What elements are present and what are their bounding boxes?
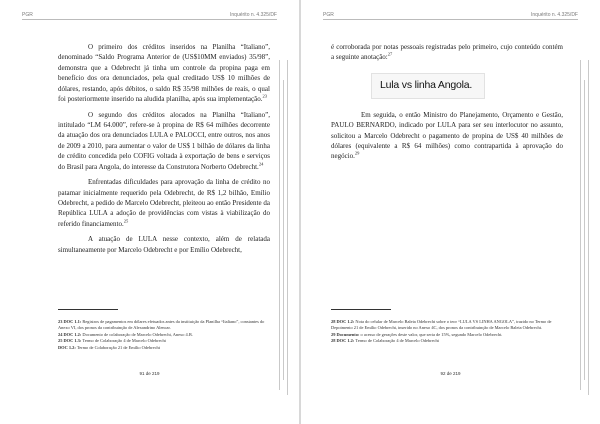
footnote: 24 DOC 1.2: Documento de colaboração de Marcelo Odebrecht, Anexo 4.B. xyxy=(58,331,193,337)
footnote: 29 Documento: o acesso de gerações deste valor, que seria de 15%, segundo Marcelo Odebrecht. xyxy=(331,331,503,337)
body-text xyxy=(331,42,563,167)
footnote: DOC 1.2: Termo de Colaboração 21 de Emílio Odebrecht xyxy=(58,344,160,350)
running-head xyxy=(323,12,578,20)
note-image xyxy=(371,73,485,99)
running-head-left: PGR xyxy=(22,12,33,18)
footnote: 25 DOC 1.3: Termo de Colaboração 4 de Marcelo Odebrecht xyxy=(58,338,166,343)
paragraph: O primeiro dos créditos inseridos na Planilha “Italiano”, denominado “Saldo Programa Anterior de (US$10MM enviados) 35/98”, demonstra que a Odebrecht já tinha um controle da propina paga em benefício dos ora denunciados, pela qual creditado US$ 10 milhões de dólares, restando, após débitos, o saldo R$ 35/98 milhões de reais, o qual foi posteriormente inserido na aludida planilha, após sua implementação.$^{23}$ xyxy=(58,43,270,104)
footnote: 28 DOC 1.2: Termo de Colaboração 4 de Marcelo Odebrecht xyxy=(331,338,439,343)
note-image-text: Lula vs linha Angola. xyxy=(380,78,473,91)
footnote-rule xyxy=(58,309,118,310)
paragraph: Enfrentadas dificuldades para aprovação da linha de crédito no patamar inicialmente requerido pela Odebrecht, de R$ 1,2 bilhão, Emílio Odebrecht, a pedido de Marcelo Odebrecht, pleiteou ao então Presidente da República LULA a adoção de providências com vistas à viabilização do referido financiamento.$^{25}$ xyxy=(58,178,270,228)
paragraph: é corroborada por notas pessoais registradas pelo primeiro, cujo conteúdo contém a seguinte anotação:$^{27}$ xyxy=(331,43,563,62)
footnote-rule xyxy=(331,309,391,310)
page-right xyxy=(301,0,600,424)
paragraph: Em seguida, o então Ministro do Planejamento, Orçamento e Gestão, PAULO BERNARDO, indicado por LULA para ser seu interlocutor no assunto, solicitou a Marcelo Odebrecht o pagamento de propina de US$ 40 milhões de dólares (equivalente a R$ 64 milhões) como contrapartida à aprovação do negócio.$^{29}$ xyxy=(331,110,563,161)
page-number: 91 de 219 xyxy=(139,371,160,376)
side-margin-text xyxy=(576,60,594,400)
running-head-right: Inquérito n. 4.325/DF xyxy=(531,12,578,18)
body-text xyxy=(58,42,270,260)
footnotes xyxy=(331,309,563,345)
paragraph: A atuação de LULA nesse contexto, além de relatada simultaneamente por Marcelo Odebrecht e por Emílio Odebrecht, xyxy=(58,235,270,254)
page-left xyxy=(0,0,299,424)
side-margin-text xyxy=(275,60,293,400)
paragraph: O segundo dos créditos alocados na Planilha “Italiano”, intitulado “LM 64.000”, refere-se à propina de R$ 64 milhões decorrente da atuação dos ora denunciados LULA e PALOCCI, entre outros, nos anos de 2009 a 2010, para aumentar o valor de US$ 1 bilhão de dólares da linha de crédito concedida pelo COFIG voltada à exportação de bens e serviços do Brasil para Angola, do interesse da Construtora Norberto Odebrecht.$^{24}$ xyxy=(58,110,270,171)
running-head-left: PGR xyxy=(323,12,334,18)
footnote: 23 DOC 1.1: Registros de pagamentos em dólares efetuados antes da instituição da Planilha “Italiano”, constantes do Anexo VI, dos pronos da contribuinção de Alexandrino Alencar. xyxy=(58,319,265,330)
running-head-right: Inquérito n. 4.325/DF xyxy=(230,12,277,18)
page-number: 92 de 219 xyxy=(440,371,461,376)
footnote: 28 DOC 1.2: Nota do celular de Marcelo Baleia Odebrecht sobre o teor “LULA VS LINHA ANGOLA”, trazido no Termo de Depoimento 21 de Emílio Odebrecht, inserido no Anexo 4C, dos pronos da contribuinção de Marcelo Baleia Odebrecht. xyxy=(331,319,552,330)
footnotes xyxy=(58,309,270,351)
running-head xyxy=(22,12,277,20)
